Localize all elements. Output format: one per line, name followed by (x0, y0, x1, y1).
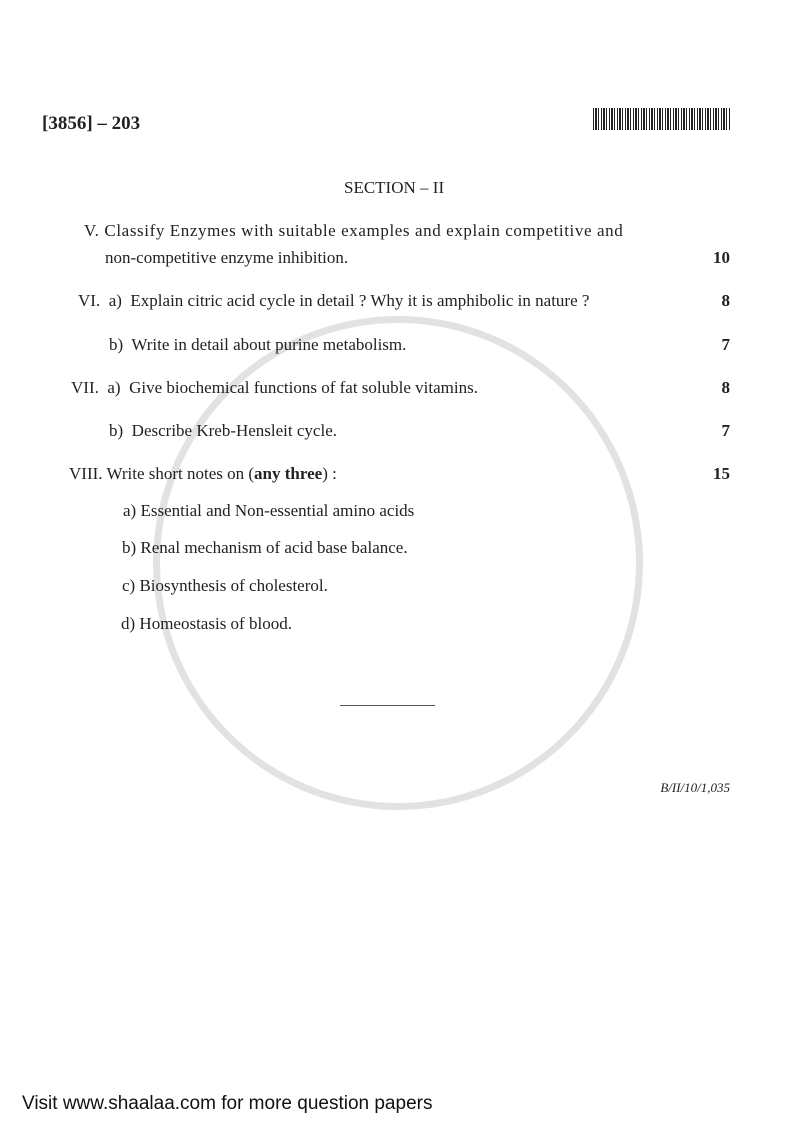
list-item: c) Biosynthesis of cholesterol. (122, 576, 328, 595)
question-vi-b: b) Write in detail about purine metabolism. (109, 335, 407, 354)
question-vii-b: b) Describe Kreb-Hensleit cycle. (109, 421, 337, 440)
marks: 15 (713, 464, 730, 483)
list-item: b) Renal mechanism of acid base balance. (122, 538, 408, 557)
question-vi-a: VI. a) Explain citric acid cycle in detail ? Why it is amphibolic in nature ? (78, 291, 590, 310)
question-viii: VIII. Write short notes on (any three) : (69, 464, 337, 483)
paper-code: [3856] – 203 (42, 113, 141, 134)
list-item: d) Homeostasis of blood. (121, 614, 292, 633)
marks: 7 (721, 421, 730, 440)
barcode (593, 108, 731, 130)
question-vii-a: VII. a) Give biochemical functions of fat soluble vitamins. (71, 378, 478, 397)
marks: 7 (721, 335, 730, 354)
list-item: a) Essential and Non-essential amino acids (123, 501, 415, 520)
question-v-line2: non-competitive enzyme inhibition. (105, 248, 349, 267)
marks: 8 (721, 291, 730, 310)
end-divider (340, 705, 435, 706)
footer-code: B/II/10/1,035 (660, 780, 730, 795)
marks: 8 (721, 378, 730, 397)
section-title: SECTION – II (344, 178, 445, 197)
bottom-banner: Visit www.shaalaa.com for more question papers (22, 1093, 433, 1114)
marks: 10 (713, 248, 730, 267)
question-v: V. Classify Enzymes with suitable examples and explain competitive and (84, 221, 624, 240)
